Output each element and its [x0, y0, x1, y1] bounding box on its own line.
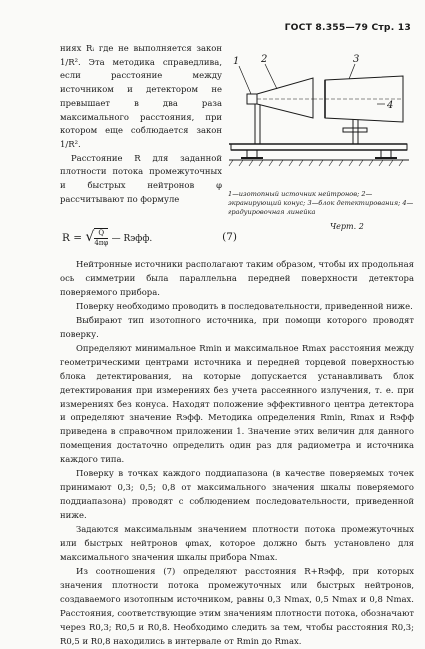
main-body-text [60, 258, 414, 649]
body-paragraph: Из соотношения (7) определяют расстояния R+Rэфф, при которых значения плотности потока промежуточных или быстрых нейтронов, создаваемого изотопным источником, равны 0,3 Nmax, 0,5 Nmax и 0,8 Nmax. Расстояния, соответствующие этим значениям плотности потока, обозначают через R0,3; R0,5 и R0,8. Необходимо следить за тем, чтобы расстояния R0,3; R0,5 и R0,8 находились в интервале от Rmin до Rmax. [60, 565, 414, 646]
figure-label-4: 4 [387, 100, 394, 111]
body-paragraph: Определяют минимальное Rmin и максимальное Rmax расстояния между геометрическими центрами источника и передней торцевой поверхностью блока детектирования, на которые допускается устанавливать блок детектирования при измерениях без учета рассеянного излучения, т. е. при измерениях без конуса. Находят положение эффективного центра детектора и определяют значение Rэфф. Методика определения Rmin, Rmax и Rэфф приведена в справочном приложении 1. Значение этих величин для данного помещения достаточно определить один раз для радиометра и источника каждого типа. [60, 342, 414, 465]
isotope-source [247, 94, 257, 104]
sqrt-sign: √ [85, 229, 95, 245]
figure-label-3: 3 [353, 54, 360, 65]
shielding-cone [257, 78, 313, 118]
formula-denominator: 4πφ [94, 239, 109, 247]
figure-caption: 1—изотопный источник нейтронов; 2—экранирующий конус; 3—блок детектирования; 4—градуировочная линейка [228, 190, 414, 216]
figure-number: Черт. 2 [330, 222, 364, 231]
body-paragraph: Поверку в точках каждого поддиапазона (в качестве поверяемых точек принимают 0,3; 0,5; 0,8 от максимального значения шкалы поверяемого поддиапазона) проводят с соблюдением последовательности, приведенной ниже. [60, 468, 414, 521]
source-stand [255, 100, 260, 144]
formula-numerator: Q [94, 229, 108, 239]
left-column-text [60, 42, 222, 206]
formula-rhs: — Rэфф. [111, 234, 153, 244]
page-header: ГОСТ 8.355—79 Стр. 13 [284, 22, 411, 33]
left-paragraph-2: Расстояние R для заданной плотности потока промежуточных и быстрых нейтронов φ рассчитывают по формуле [60, 152, 222, 204]
figure-label-1: 1 [233, 56, 240, 67]
formula-fraction [94, 228, 108, 248]
body-paragraph: Выбирают тип изотопного источника, при помощи которого проводят поверку. [60, 314, 414, 339]
body-paragraph: Задаются максимальным значением плотности потока промежуточных или быстрых нейтронов φmax, которое должно быть установлено для максимального значения шкалы прибора Nmax. [60, 524, 414, 563]
formula-7 [62, 228, 237, 248]
setup-diagram [225, 42, 413, 192]
bench-top [231, 144, 407, 150]
detector-support [343, 128, 367, 132]
formula-lhs: R = [62, 232, 83, 244]
body-paragraph: Поверку необходимо проводить в последовательности, приведенной ниже. [76, 300, 413, 311]
formula-number: (7) [222, 231, 237, 243]
left-paragraph-1: ниях Rᵢ где не выполняется закон 1/R². Эта методика справедлива, если расстояние между источником и детектором не превышает в два раза максимального расстояния, при котором еще соблюдается закон 1/R². [60, 43, 222, 149]
figure-label-2: 2 [261, 54, 268, 65]
body-paragraph: Нейтронные источники располагают таким образом, чтобы их продольная ось симметрии была параллельна передней поверхности детектора поверяемого прибора. [60, 259, 414, 297]
